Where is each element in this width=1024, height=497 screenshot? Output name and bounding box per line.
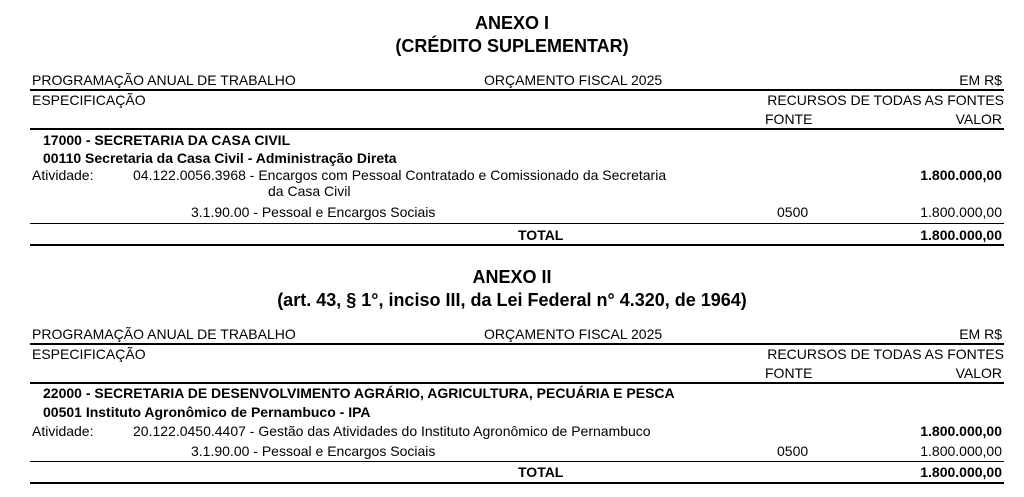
annex1-activity-label: Atividade: (32, 167, 94, 183)
annex2-source-header: FONTE (765, 365, 813, 381)
annex2-element-value: 1.800.000,00 (920, 443, 1002, 459)
annex2-element-source: 0500 (777, 443, 809, 459)
annex1-value-header: VALOR (955, 111, 1002, 127)
annex2-unit: 00501 Instituto Agronômico de Pernambuco - IPA (43, 404, 371, 420)
annex2-budget-label: ORÇAMENTO FISCAL 2025 (484, 326, 663, 342)
annex2-total-label: TOTAL (518, 464, 564, 480)
annex1-header-divider (30, 89, 1004, 91)
annex2-currency-label: EM R$ (959, 326, 1002, 342)
annex1-activity-code-continuation: da Casa Civil (268, 183, 351, 199)
annex2-activity-value: 1.800.000,00 (920, 423, 1002, 439)
annex1-columns-divider (30, 128, 1004, 130)
annex1-total-bottom-rule (30, 244, 1004, 246)
annex1-unit: 00110 Secretaria da Casa Civil - Administração Direta (43, 150, 397, 166)
annex2-activity-code: 20.122.0450.4407 - Gestão das Atividades do Instituto Agronômico de Pernambuco (133, 423, 651, 439)
annex1-activity-value: 1.800.000,00 (920, 167, 1002, 183)
annex1-element-value: 1.800.000,00 (920, 204, 1002, 220)
annex1-title: ANEXO I (474, 13, 549, 33)
annex2-element: 3.1.90.00 - Pessoal e Encargos Sociais (191, 443, 436, 459)
annex2-subtitle: (art. 43, § 1°, inciso III, da Lei Federal n° 4.320, de 1964) (277, 290, 747, 310)
annex2-value-header: VALOR (955, 365, 1002, 381)
annex2-columns-divider (30, 382, 1004, 384)
annex1-element-source: 0500 (777, 204, 809, 220)
annex2-program-label: PROGRAMAÇÃO ANUAL DE TRABALHO (32, 326, 296, 342)
annex1-program-label: PROGRAMAÇÃO ANUAL DE TRABALHO (32, 72, 296, 88)
annex1-total-label: TOTAL (518, 227, 564, 243)
annex1-activity-code: 04.122.0056.3968 - Encargos com Pessoal Contratado e Comissionado da Secretaria (133, 167, 667, 183)
annex1-total-value: 1.800.000,00 (920, 227, 1002, 243)
annex1-org: 17000 - SECRETARIA DA CASA CIVIL (43, 132, 291, 148)
annex2-total-top-rule (30, 461, 1004, 462)
annex1-currency-label: EM R$ (959, 72, 1002, 88)
annex2-header-divider (30, 343, 1004, 345)
annex1-budget-label: ORÇAMENTO FISCAL 2025 (484, 72, 663, 88)
annex1-element: 3.1.90.00 - Pessoal e Encargos Sociais (191, 204, 436, 220)
annex2-title: ANEXO II (472, 267, 552, 287)
annex1-subtitle: (CRÉDITO SUPLEMENTAR) (395, 36, 629, 56)
annex1-specification-label: ESPECIFICAÇÃO (32, 92, 146, 108)
annex1-total-top-rule (30, 223, 1004, 224)
annex1-source-header: FONTE (765, 111, 813, 127)
annex2-resources-label: RECURSOS DE TODAS AS FONTES (767, 346, 1004, 362)
annex2-total-bottom-rule (30, 482, 1004, 484)
annex2-activity-label: Atividade: (32, 423, 94, 439)
annex1-resources-label: RECURSOS DE TODAS AS FONTES (767, 92, 1004, 108)
annex2-specification-label: ESPECIFICAÇÃO (32, 346, 146, 362)
annex2-total-value: 1.800.000,00 (920, 464, 1002, 480)
annex2-org: 22000 - SECRETARIA DE DESENVOLVIMENTO AGRÁRIO, AGRICULTURA, PECUÁRIA E PESCA (43, 385, 675, 401)
